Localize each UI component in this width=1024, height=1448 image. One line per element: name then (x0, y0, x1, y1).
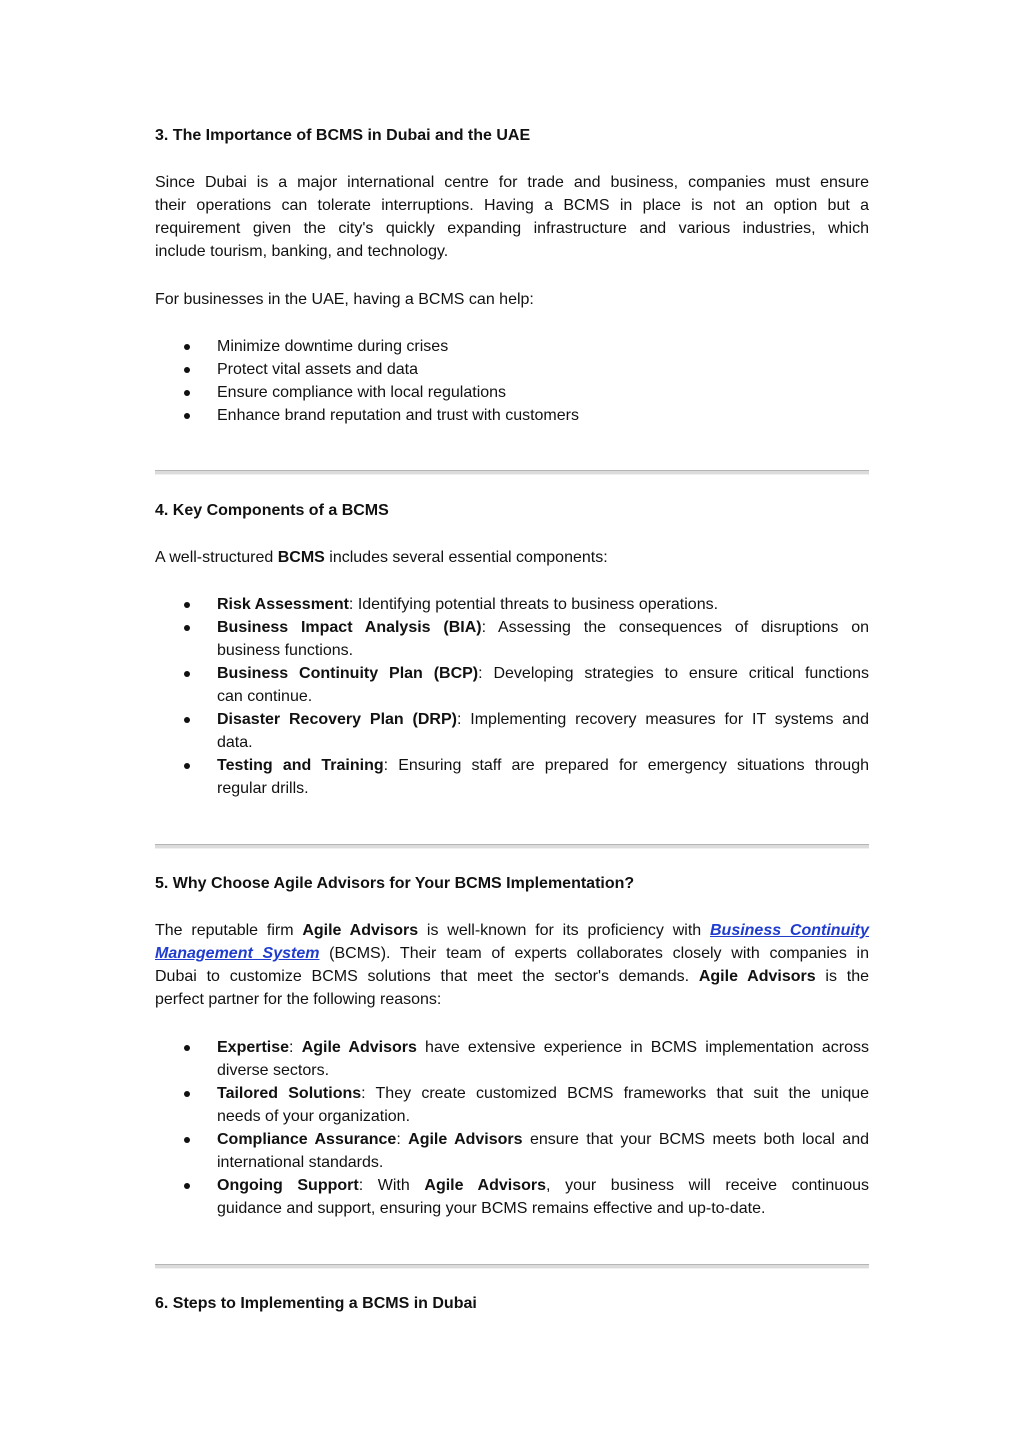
bullet-icon (184, 344, 190, 350)
bullet-icon (184, 413, 190, 419)
list-item: Ongoing Support: With Agile Advisors, your business will receive continuous guidance and support, ensuring your BCMS remains effective and up-to-date. (217, 1174, 869, 1220)
section-5-paragraph-line: Management System (BCMS). Their team of experts collaborates closely with companies in (155, 945, 869, 962)
bullet-icon (184, 1091, 190, 1097)
bullet-icon (184, 763, 190, 769)
bullet-icon (184, 1183, 190, 1189)
list-item: Expertise: Agile Advisors have extensive experience in BCMS implementation across diverse sectors. (217, 1036, 869, 1082)
horizontal-divider (155, 844, 869, 849)
section-5-paragraph-line: perfect partner for the following reasons: (155, 991, 442, 1008)
section-3-heading: 3. The Importance of BCMS in Dubai and the UAE (155, 127, 531, 144)
horizontal-divider (155, 1264, 869, 1269)
section-3-intro: For businesses in the UAE, having a BCMS can help: (155, 291, 534, 308)
list-item: Compliance Assurance: Agile Advisors ensure that your BCMS meets both local and international standards. (217, 1128, 869, 1174)
list-item: Ensure compliance with local regulations (217, 381, 869, 404)
bullet-icon (184, 625, 190, 631)
bullet-icon (184, 1045, 190, 1051)
bullet-icon (184, 671, 190, 677)
section-4-heading: 4. Key Components of a BCMS (155, 502, 389, 519)
section-4-intro: A well-structured BCMS includes several essential components: (155, 549, 608, 566)
list-item: Testing and Training: Ensuring staff are prepared for emergency situations through regular drills. (217, 754, 869, 800)
section-3-paragraph-line: include tourism, banking, and technology. (155, 243, 449, 260)
section-3-paragraph-line: Since Dubai is a major international centre for trade and business, companies must ensure (155, 174, 869, 191)
list-item: Disaster Recovery Plan (DRP): Implementing recovery measures for IT systems and data. (217, 708, 869, 754)
section-5-paragraph-line: The reputable firm Agile Advisors is well-known for its proficiency with Business Continuity (155, 922, 870, 939)
section-6-heading: 6. Steps to Implementing a BCMS in Dubai (155, 1295, 477, 1312)
list-item: Minimize downtime during crises (217, 335, 869, 358)
bullet-icon (184, 367, 190, 373)
list-item: Tailored Solutions: They create customized BCMS frameworks that suit the unique needs of your organization. (217, 1082, 869, 1128)
bullet-icon (184, 1137, 190, 1143)
bcms-link[interactable]: Business Continuity (709, 922, 870, 939)
section-3-paragraph-line: their operations can tolerate interruptions. Having a BCMS in place is not an option but a (155, 197, 869, 214)
list-item: Business Impact Analysis (BIA): Assessing the consequences of disruptions on business functions. (217, 616, 869, 662)
section-3-paragraph-line: requirement given the city's quickly expanding infrastructure and various industries, which (155, 220, 869, 237)
list-item: Risk Assessment: Identifying potential threats to business operations. (217, 593, 869, 616)
bcms-link[interactable]: Management System (155, 945, 320, 962)
list-item: Protect vital assets and data (217, 358, 869, 381)
list-item: Business Continuity Plan (BCP): Developing strategies to ensure critical functions can continue. (217, 662, 869, 708)
bullet-icon (184, 602, 190, 608)
horizontal-divider (155, 470, 869, 475)
section-5-paragraph-line: Dubai to customize BCMS solutions that meet the sector's demands. Agile Advisors is the (155, 968, 870, 985)
section-5-heading: 5. Why Choose Agile Advisors for Your BCMS Implementation? (155, 875, 635, 892)
bullet-icon (184, 390, 190, 396)
list-item: Enhance brand reputation and trust with customers (217, 404, 869, 427)
bullet-icon (184, 717, 190, 723)
